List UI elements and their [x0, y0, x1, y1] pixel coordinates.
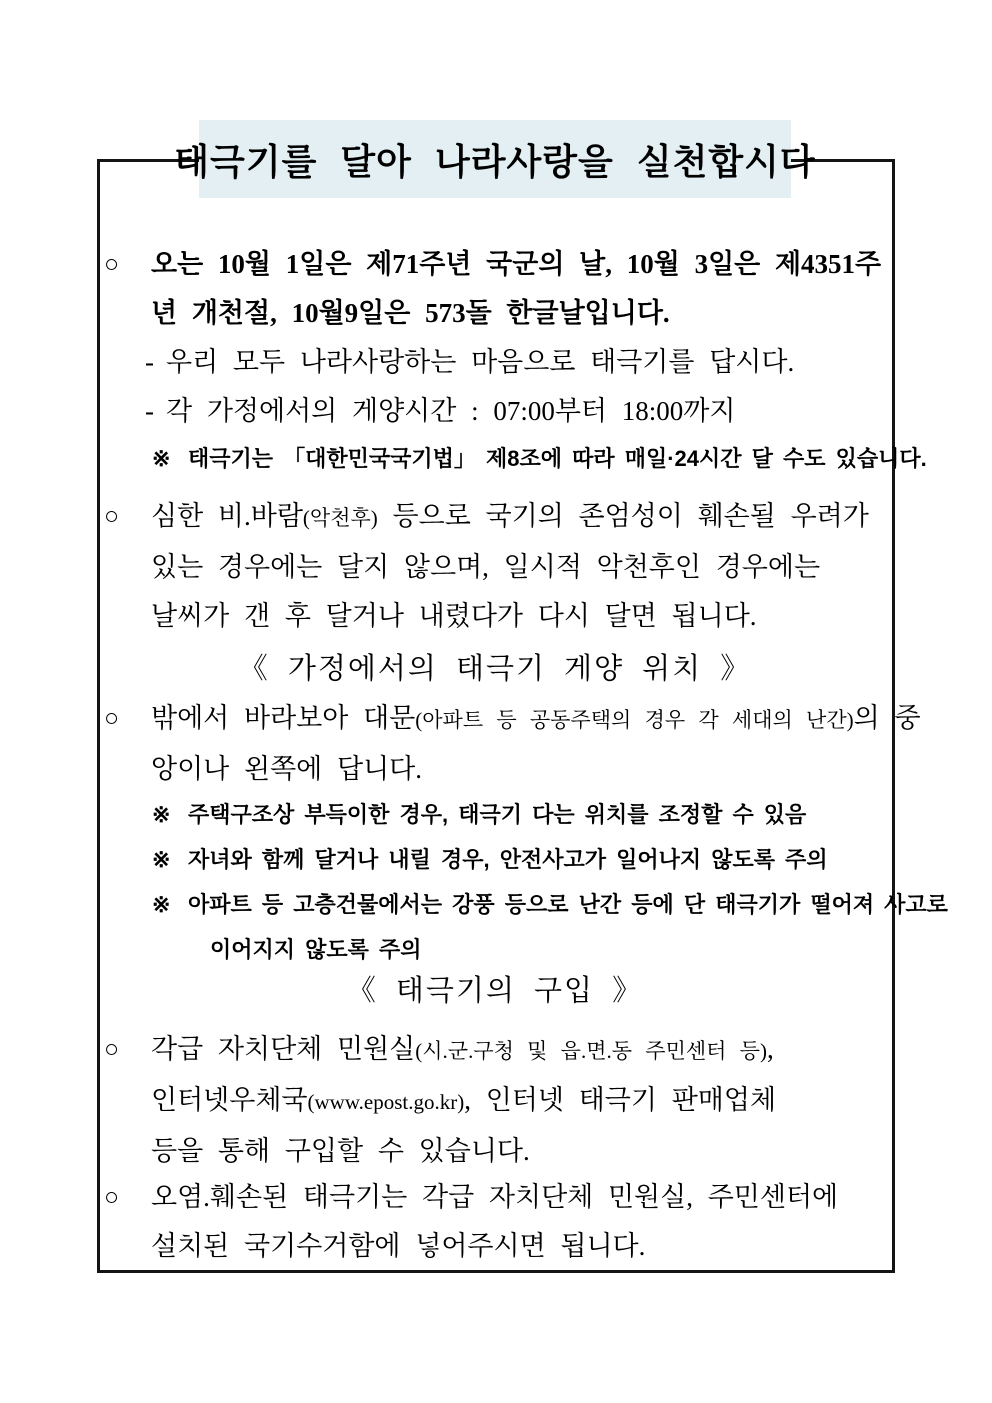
parenthetical: (악천후): [302, 506, 378, 530]
note-safety-children: [104, 837, 886, 882]
paragraph-national-days: [104, 240, 886, 338]
text-line: [151, 1025, 886, 1076]
parenthetical: (시.군.구청 및 읍.면.동 주민센터 등): [415, 1039, 767, 1063]
text-line: 우리 모두 나라사랑하는 마음으로 태극기를 답시다.: [166, 347, 795, 377]
text-line: 각 가정에서의 게양시간 : 07:00부터 18:00까지: [166, 396, 736, 426]
text-line: 앙이나 왼쪽에 답니다.: [151, 754, 422, 784]
note-highrise-wind: [104, 882, 948, 972]
heading-flag-purchase: 《 태극기의 구입 》: [346, 975, 644, 1007]
subitem-hoisting-time: [104, 387, 886, 436]
parenthetical: (아파트 등 공동주택의 경우 각 세대의 난간): [415, 708, 854, 732]
text-segment: , 인터넷 태극기 판매업체: [464, 1085, 777, 1115]
text-segment: 각급 자치단체 민원실: [151, 1034, 416, 1064]
text-segment: 의 중: [853, 703, 921, 733]
text-line: [151, 1076, 886, 1127]
paragraph-damaged-flags: [104, 1173, 886, 1271]
text-line: 아파트 등 고층건물에서는 강풍 등으로 난간 등에 단 태극기가 떨어져 사고로: [188, 892, 948, 917]
text-line: 오는 10월 1일은 제71주년 국군의 날, 10월 3일은 제4351주: [151, 249, 882, 279]
dash-bullet: -: [145, 396, 154, 426]
paragraph-purchase-places: [104, 1025, 886, 1176]
note-position-adjust: [104, 792, 886, 837]
circle-bullet: ○: [104, 705, 120, 732]
paragraph-hoisting-position: [104, 694, 921, 794]
subitem-love-country: [104, 338, 886, 387]
circle-bullet: ○: [104, 251, 120, 278]
text-line: 주택구조상 부득이한 경우, 태극기 다는 위치를 조정할 수 있음: [188, 802, 807, 827]
reference-mark: ※: [152, 802, 171, 827]
dash-bullet: -: [145, 347, 154, 377]
text-line: 이어지지 않도록 주의: [210, 937, 422, 962]
text-segment: 인터넷우체국: [151, 1085, 308, 1115]
heading-hoisting-position: 《 가정에서의 태극기 게양 위치 》: [238, 653, 752, 685]
text-segment: ,: [766, 1034, 774, 1064]
text-segment: 심한 비.바람: [151, 501, 303, 531]
circle-bullet: ○: [104, 503, 120, 530]
text-line: 날씨가 갠 후 달거나 내렸다가 다시 달면 됩니다.: [151, 601, 757, 631]
document-title: 태극기를 달아 나라사랑을 실천합시다: [199, 120, 791, 198]
text-line: 년 개천절, 10월9일은 573돌 한글날입니다.: [151, 298, 670, 328]
paragraph-bad-weather: [104, 492, 886, 641]
text-line: [151, 694, 921, 745]
text-line: 자녀와 함께 달거나 내릴 경우, 안전사고가 일어나지 않도록 주의: [188, 847, 828, 872]
parenthetical: (www.epost.go.kr): [307, 1090, 465, 1114]
text-line: 오염.훼손된 태극기는 각급 자치단체 민원실, 주민센터에: [151, 1182, 839, 1212]
text-line: 등을 통해 구입할 수 있습니다.: [151, 1136, 530, 1166]
text-line: [151, 492, 886, 543]
circle-bullet: ○: [104, 1184, 120, 1211]
note-flag-law: [104, 437, 927, 481]
reference-mark: ※: [152, 446, 171, 471]
reference-mark: ※: [152, 847, 171, 872]
reference-mark: ※: [152, 892, 171, 917]
circle-bullet: ○: [104, 1036, 120, 1063]
document-border-box: [97, 159, 948, 1273]
text-line: 설치된 국기수거함에 넣어주시면 됩니다.: [151, 1231, 646, 1261]
text-segment: 등으로 국기의 존엄성이 훼손될 우려가: [377, 501, 869, 531]
text-line: 태극기는 「대한민국국기법」 제8조에 따라 매일·24시간 달 수도 있습니다.: [188, 446, 927, 471]
text-line: 있는 경우에는 달지 않으며, 일시적 악천후인 경우에는: [151, 552, 821, 582]
document-content: [100, 162, 948, 1271]
text-segment: 밖에서 바라보아 대문: [151, 703, 416, 733]
